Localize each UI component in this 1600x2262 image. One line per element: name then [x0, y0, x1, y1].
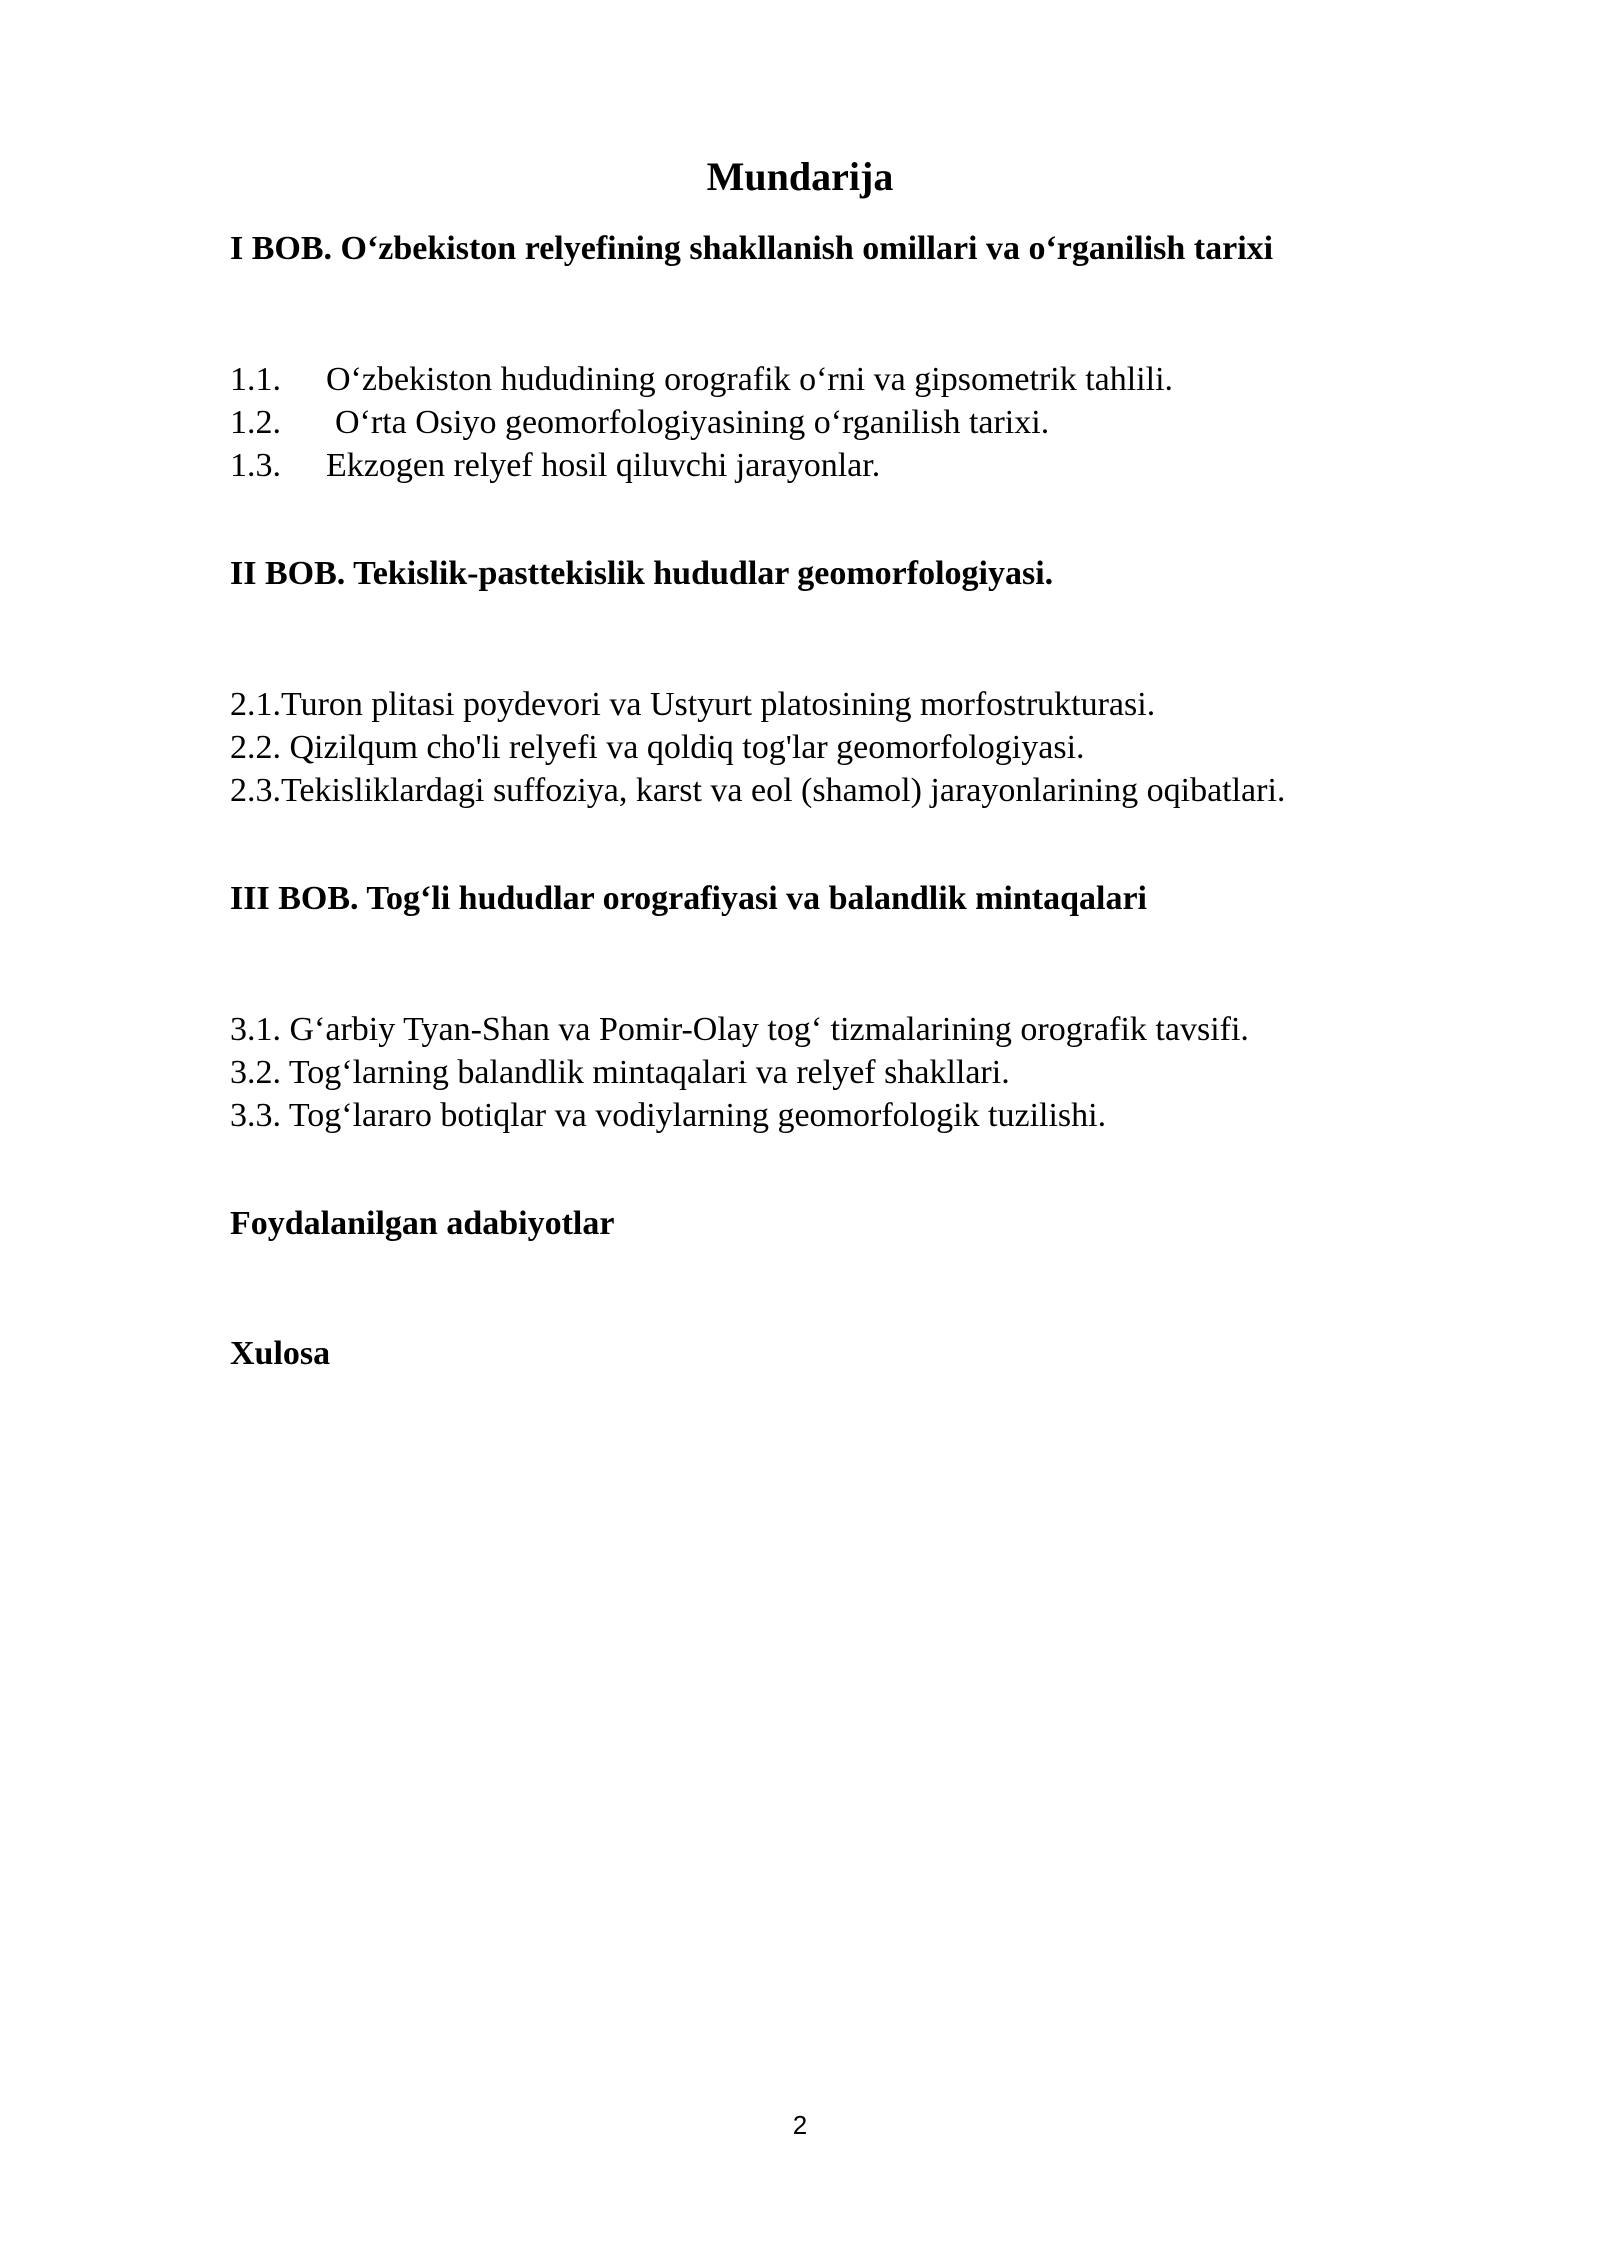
toc-item-1-3 — [230, 446, 880, 486]
toc-item-2-1: 2.1.Turon plitasi poydevori va Ustyurt platosining morfostrukturasi. — [230, 686, 1156, 723]
chapter-2-heading: II BOB. Tekislik-pasttekislik hududlar geomorfologiyasi. — [230, 555, 1054, 592]
chapter-1-heading: I BOB. O‘zbekiston relyefining shakllanish omillari va o‘rganilish tarixi — [230, 230, 1274, 267]
toc-item-number: 1.3. — [230, 447, 281, 484]
toc-item-number: 1.2. — [230, 404, 281, 441]
toc-item-1-2 — [230, 403, 1049, 443]
toc-item-number: 1.1. — [230, 361, 281, 398]
conclusion-heading: Xulosa — [230, 1335, 331, 1372]
toc-item-3-3: 3.3. Tog‘lararo botiqlar va vodiylarning geomorfologik tuzilishi. — [230, 1097, 1107, 1134]
toc-item-text: O‘zbekiston hududining orografik o‘rni va gipsometrik tahlili. — [326, 361, 1174, 398]
toc-item-2-2: 2.2. Qizilqum cho'li relyefi va qoldiq tog'lar geomorfologiyasi. — [230, 729, 1085, 766]
toc-item-3-2: 3.2. Tog‘larning balandlik mintaqalari va relyef shakllari. — [230, 1054, 1010, 1091]
chapter-3-heading: III BOB. Tog‘li hududlar orografiyasi va balandlik mintaqalari — [230, 880, 1148, 917]
page-number: 2 — [792, 2110, 808, 2140]
toc-item-1-1 — [230, 360, 1173, 400]
toc-item-text: Ekzogen relyef hosil qiluvchi jarayonlar. — [326, 447, 881, 484]
references-heading: Foydalanilgan adabiyotlar — [230, 1205, 615, 1242]
toc-title: Mundarija — [706, 154, 894, 199]
toc-item-text: O‘rta Osiyo geomorfologiyasining o‘rganilish tarixi. — [335, 404, 1050, 441]
toc-item-3-1: 3.1. G‘arbiy Tyan-Shan va Pomir-Olay tog‘ tizmalarining orografik tavsifi. — [230, 1011, 1249, 1048]
toc-item-2-3: 2.3.Tekisliklardagi suffoziya, karst va eol (shamol) jarayonlarining oqibatlari. — [230, 772, 1286, 809]
